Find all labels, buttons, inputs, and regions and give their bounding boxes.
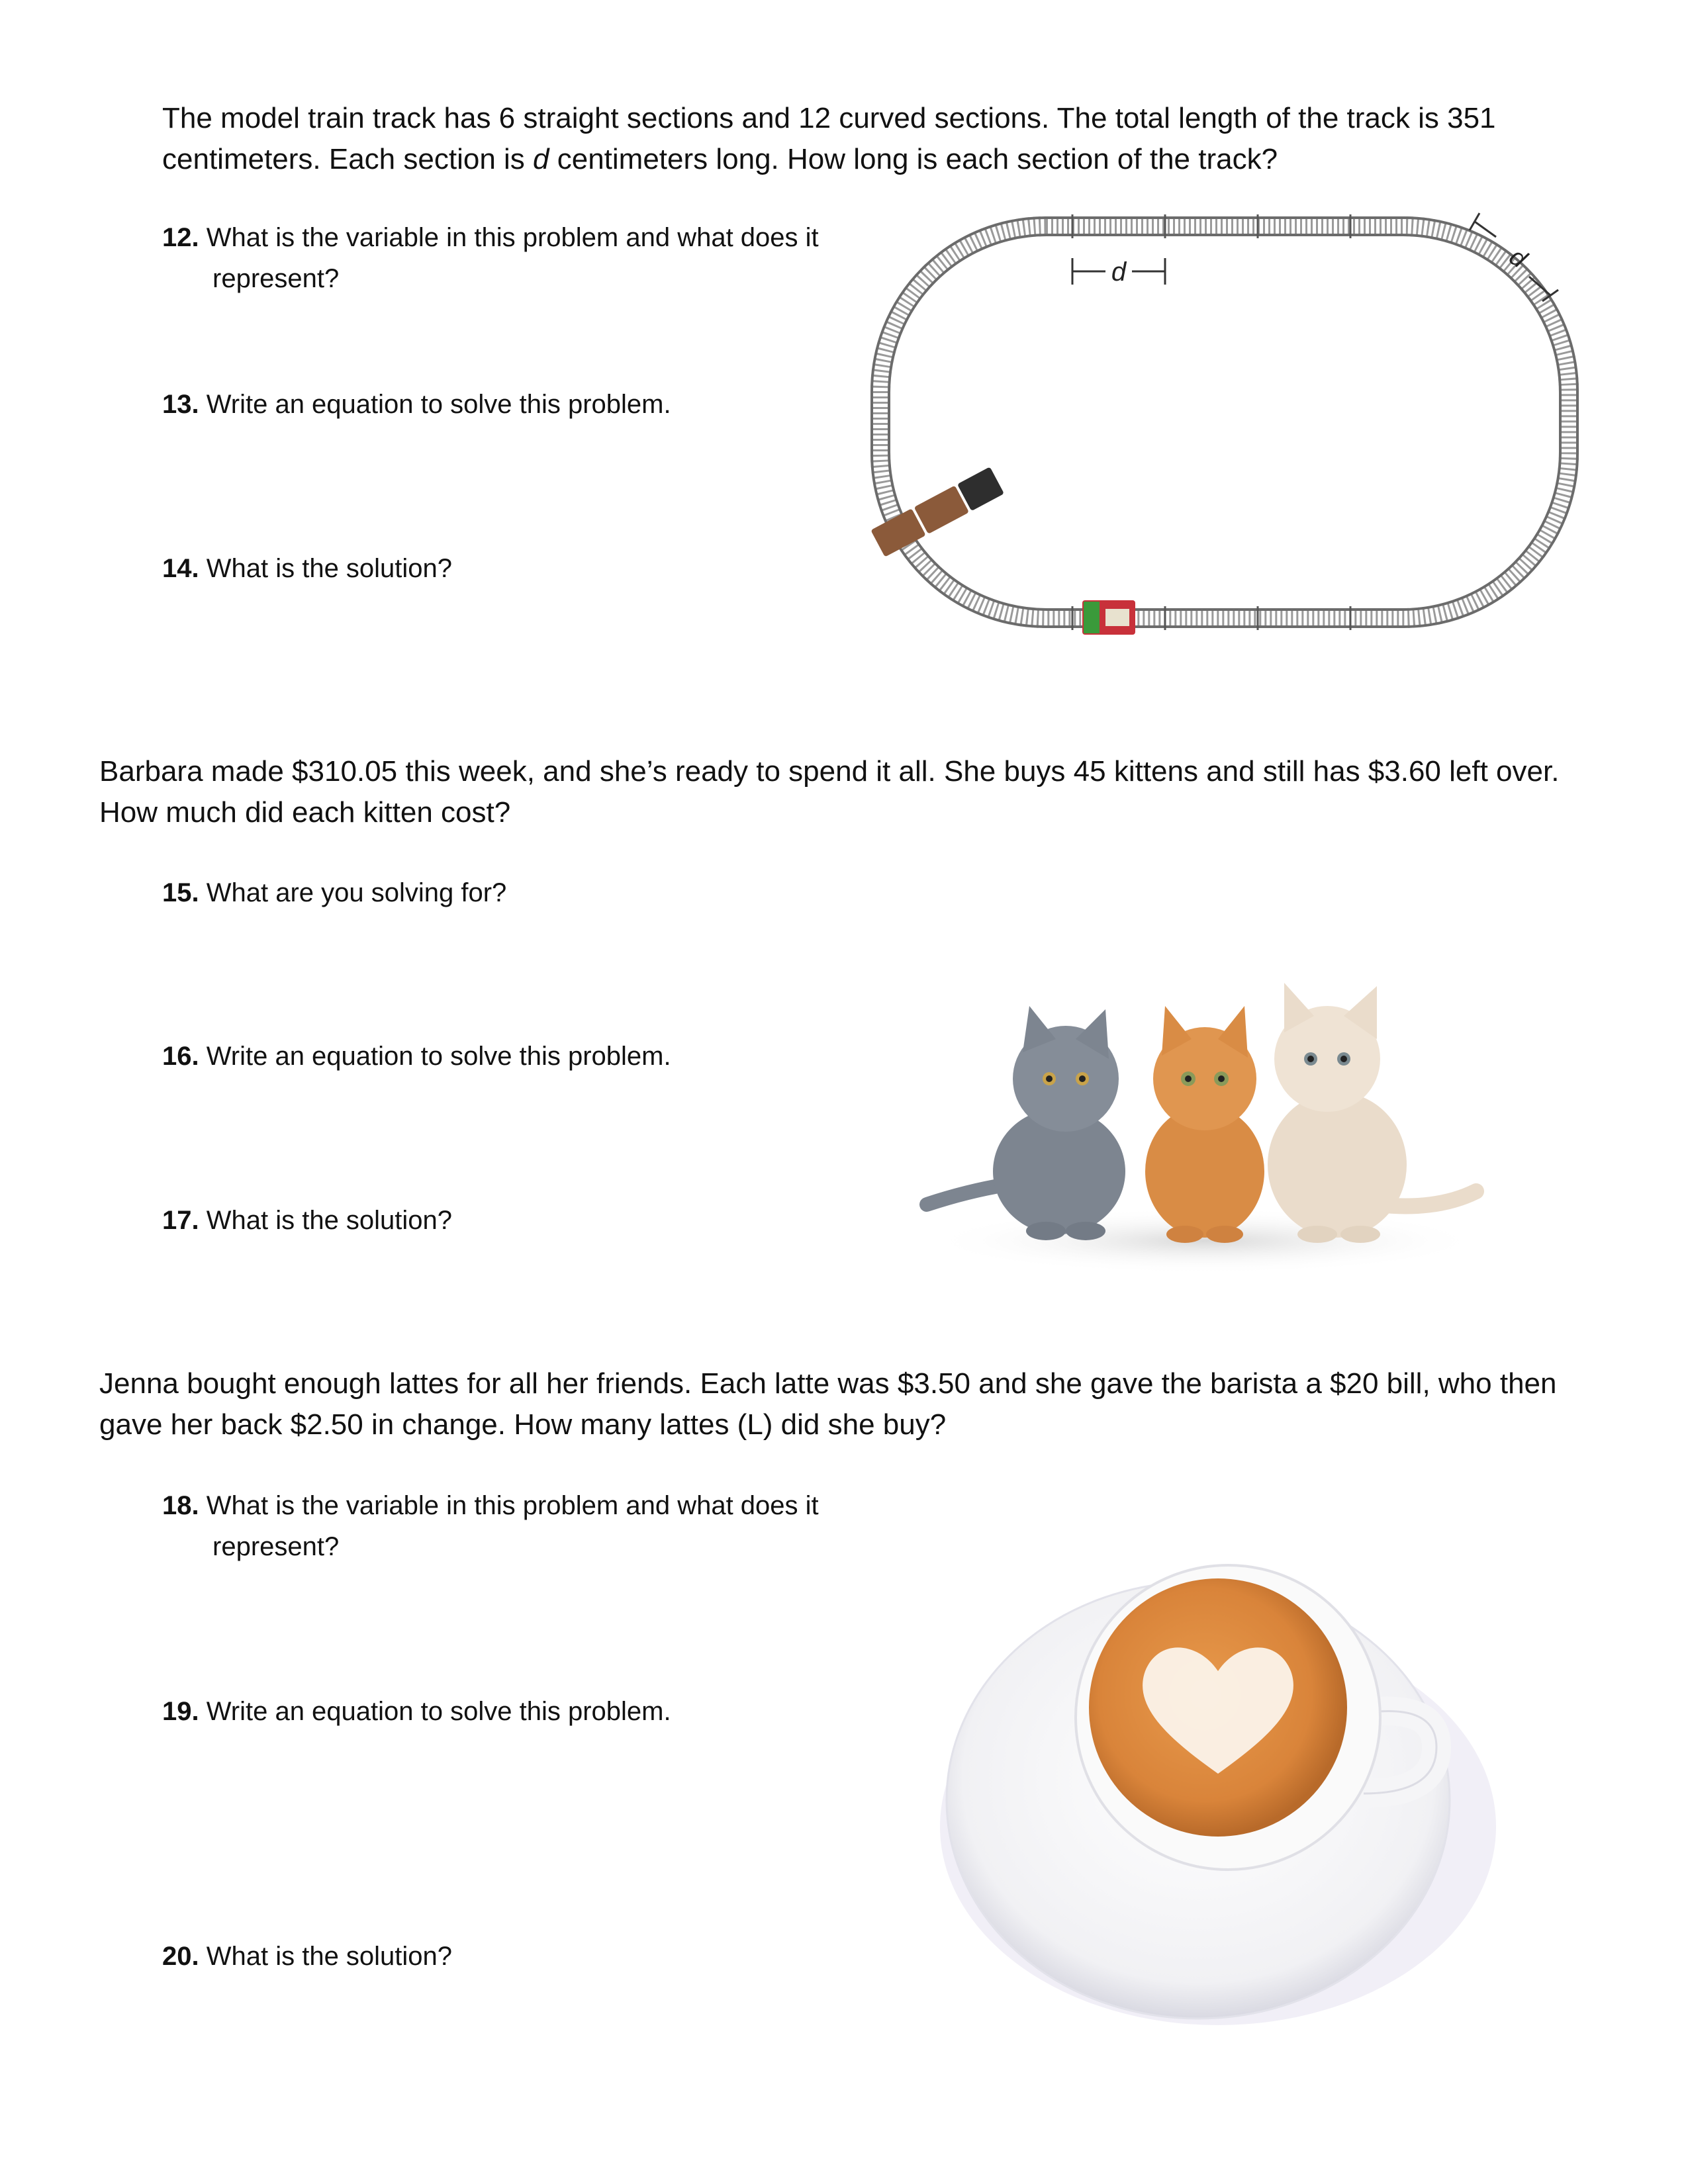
question-text: Write an equation to solve this problem.	[206, 390, 671, 419]
question-text: What is the variable in this problem and what does it	[206, 223, 819, 252]
question-number: 19.	[162, 1697, 199, 1726]
question-number: 12.	[162, 223, 199, 252]
train-track-figure	[854, 212, 1595, 649]
question-18	[162, 1485, 890, 1567]
question-number: 13.	[162, 390, 199, 419]
kitten-orange	[1145, 1006, 1264, 1243]
question-number: 15.	[162, 878, 199, 907]
question-text: What is the solution?	[206, 1206, 453, 1235]
question-20	[162, 1936, 452, 1977]
question-number: 14.	[162, 554, 199, 583]
latte-cup-illustration	[907, 1516, 1503, 2032]
dimension-label-d: d	[1111, 257, 1127, 287]
question-number: 20.	[162, 1942, 199, 1971]
problem-intro-lattes: Jenna bought enough lattes for all her friends. Each latte was $3.50 and she gave the barista a $20 bill, who then gave her back $2.50 in change. How many lattes (L) did she buy?	[99, 1367, 1557, 1441]
track-ties	[880, 226, 1569, 618]
question-text-continued: represent?	[212, 264, 340, 293]
question-text: What is the solution?	[206, 1942, 453, 1971]
kittens-illustration	[914, 979, 1496, 1284]
question-text: What are you solving for?	[206, 878, 507, 907]
problem-intro-kittens: Barbara made $310.05 this week, and she’s ready to spend it all. She buys 45 kittens and still has $3.60 left over. How much did each kitten cost?	[99, 755, 1560, 829]
kitten-gray	[927, 1006, 1125, 1240]
question-text-continued: represent?	[212, 1532, 340, 1561]
question-14	[162, 548, 452, 589]
question-number: 17.	[162, 1206, 199, 1235]
question-16	[162, 1036, 671, 1077]
dimension-label-d-curve: d	[1504, 242, 1532, 274]
question-19	[162, 1691, 671, 1732]
question-text: What is the solution?	[206, 554, 453, 583]
variable-d: d	[533, 143, 549, 175]
track-inner-rail	[889, 235, 1560, 610]
intro-text: The model train track has 6 straight sections and 12 curved sections. The total length of the track is 351 centimeters. Each section is	[162, 102, 1496, 175]
question-text: What is the variable in this problem and what does it	[206, 1491, 819, 1520]
kittens-photo	[914, 979, 1496, 1284]
track-outer-rail	[872, 218, 1577, 627]
problem-intro-train	[162, 98, 1572, 180]
question-12	[162, 217, 890, 299]
question-number: 16.	[162, 1042, 199, 1071]
train-track-illustration	[854, 212, 1595, 649]
question-15	[162, 872, 506, 913]
latte-photo	[907, 1516, 1503, 2032]
intro-text: centimeters long. How long is each section of the track?	[549, 143, 1278, 175]
question-text: Write an equation to solve this problem.	[206, 1042, 671, 1071]
kitten-cream	[1268, 983, 1476, 1243]
question-13	[162, 384, 671, 425]
question-17	[162, 1200, 452, 1241]
question-number: 18.	[162, 1491, 199, 1520]
question-text: Write an equation to solve this problem.	[206, 1697, 671, 1726]
